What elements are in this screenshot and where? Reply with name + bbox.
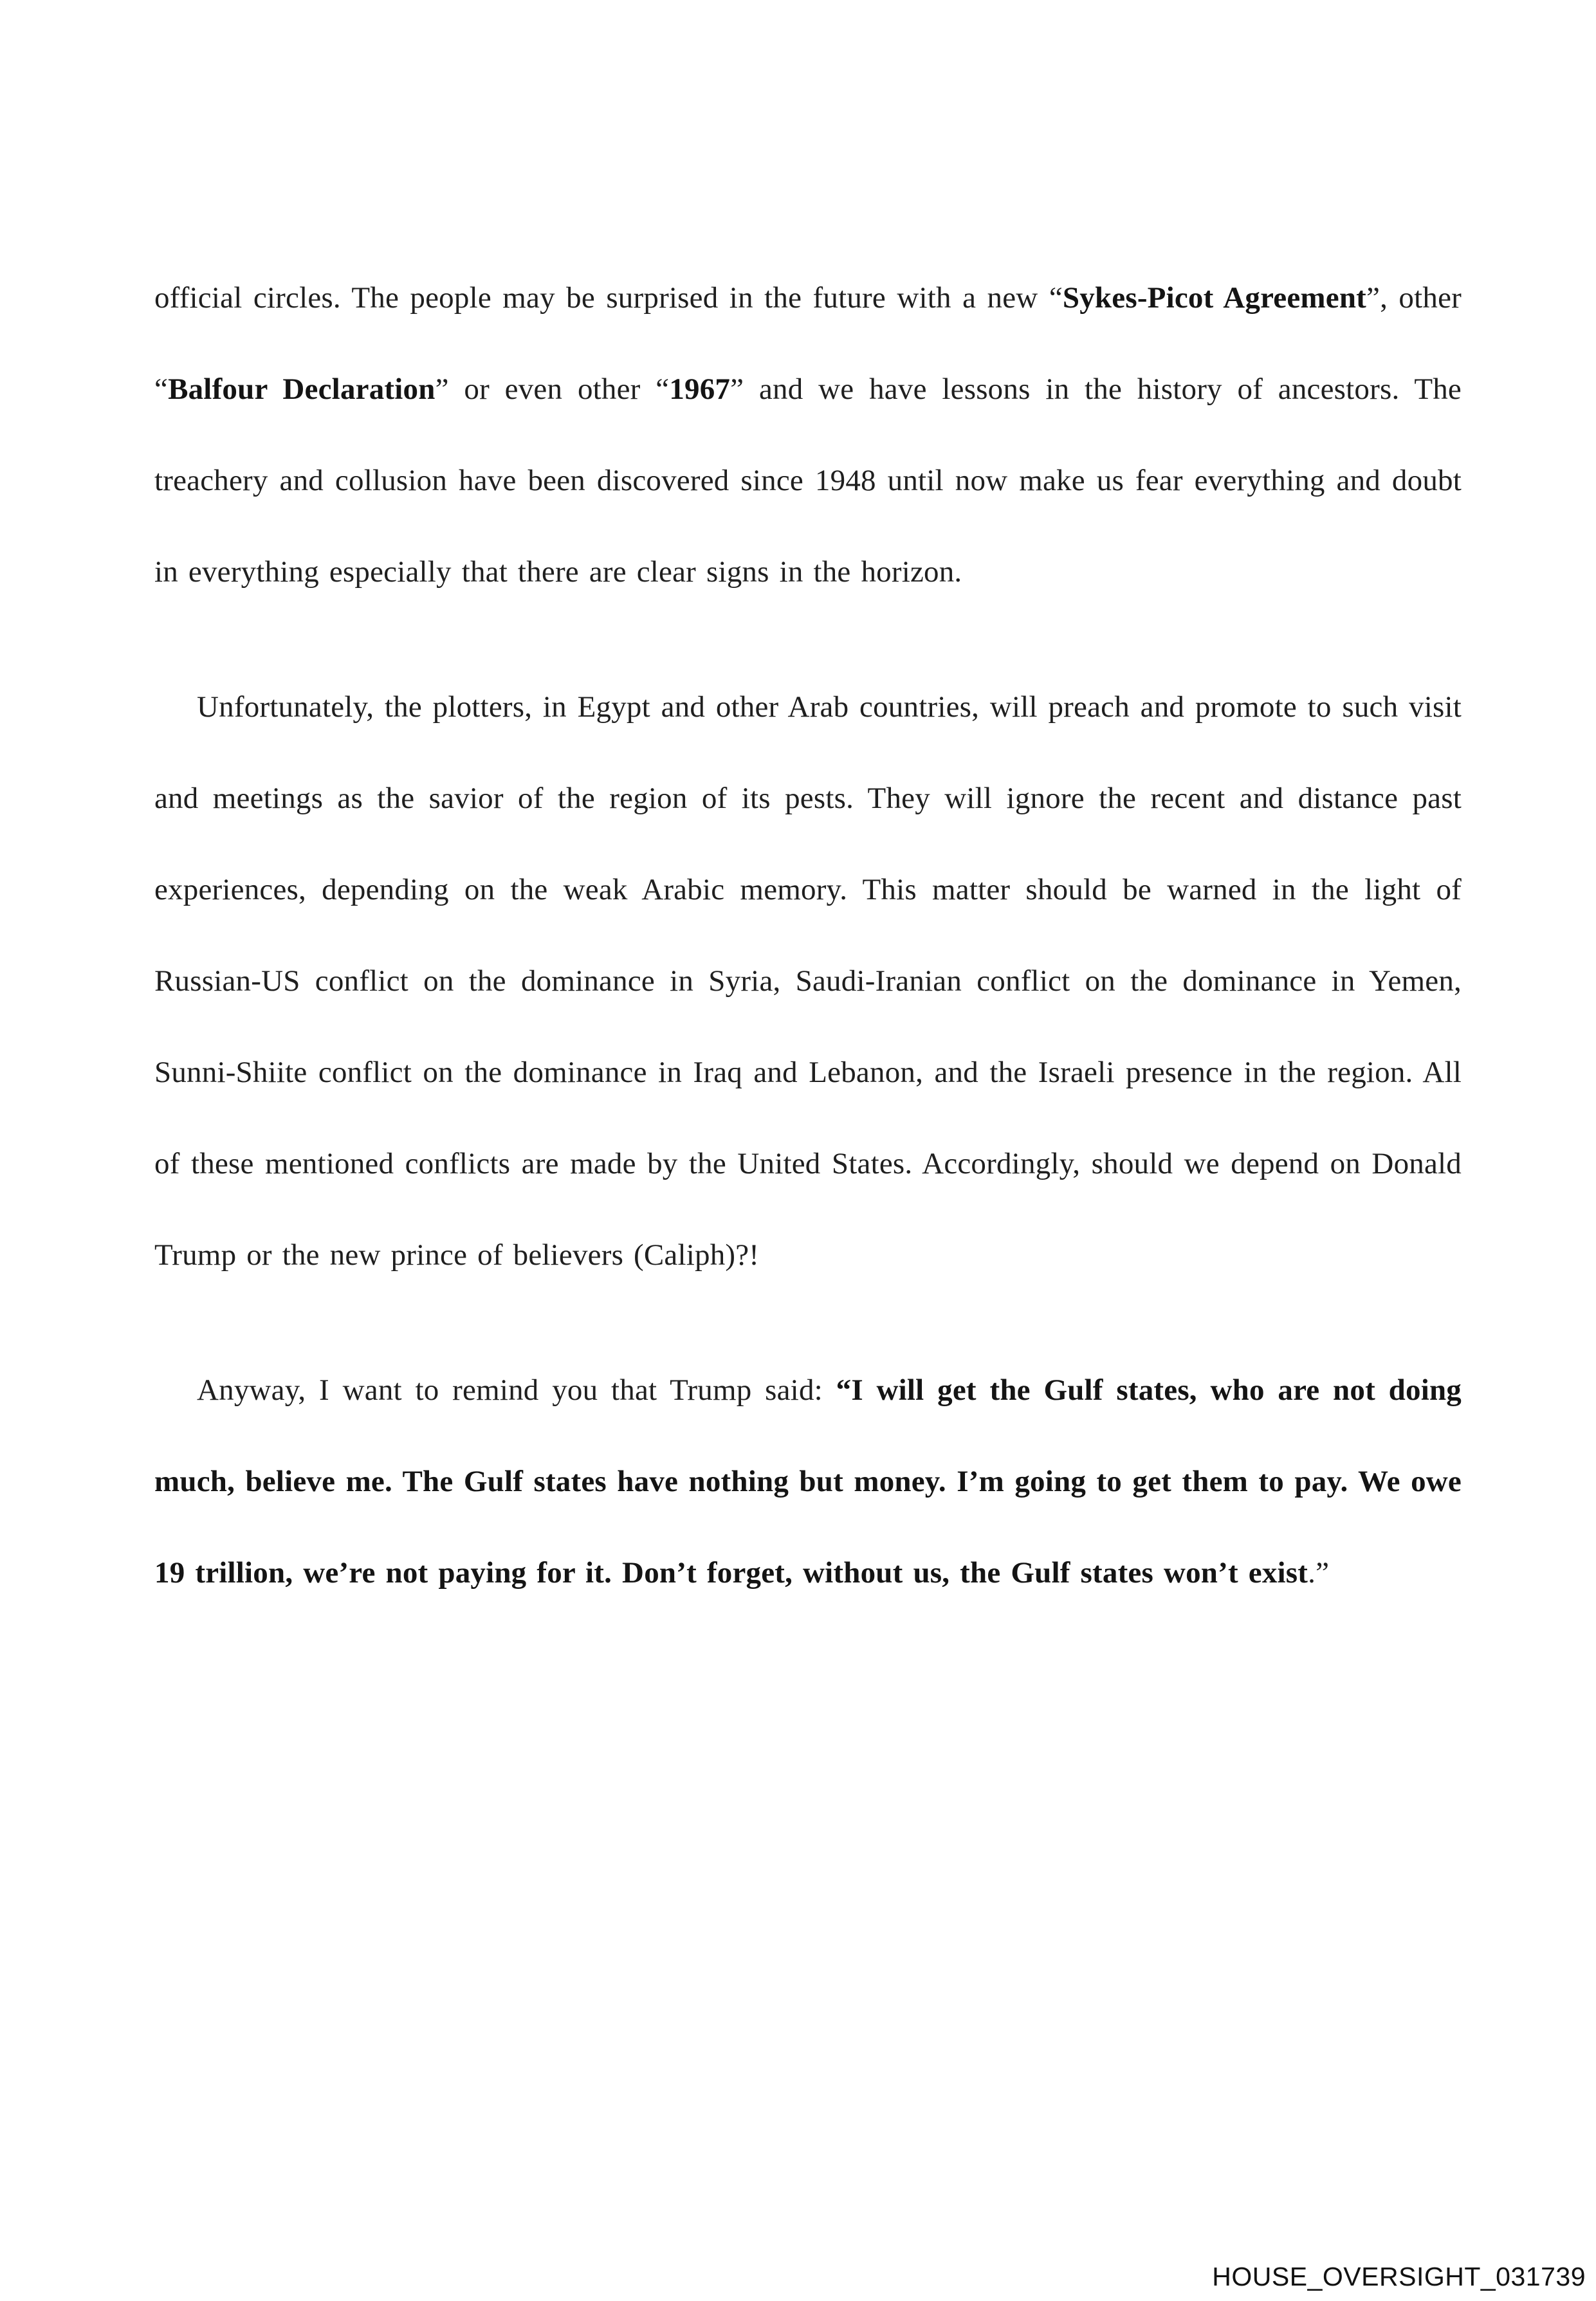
- bates-number: HOUSE_OVERSIGHT_031739: [1212, 2262, 1586, 2291]
- text-run: 1967: [669, 372, 731, 406]
- text-run: ” or even other “: [435, 372, 670, 406]
- text-run: .”: [1308, 1556, 1330, 1590]
- text-run: Anyway, I want to remind you that Trump said:: [197, 1373, 836, 1407]
- text-run: Unfortunately, the plotters, in Egypt and other Arab countries, will preach and promote to such visit and meetings as the savior of the region of its pests. They will ignore the recent and distance past experiences, depending on the weak Arabic memory. This matter should be warned in the light of Russian-US conflict on the dominance in Syria, Saudi-Iranian conflict on the dominance in Yemen, Sunni-Shiite conflict on the dominance in Iraq and Lebanon, and the Israeli presence in the region. All of these mentioned conflicts are made by the United States. Accordingly, should we depend on Donald Trump or the new prince of believers (Caliph)?!: [154, 690, 1462, 1272]
- text-run: ” and we have lessons in the history of ancestors. The treachery and collusion have been discovered since 1948 until now make us fear everything and doubt in everything especially that there are clear signs in the horizon.: [154, 372, 1462, 589]
- text-run: “I will get the Gulf states, who are not doing much, believe me. The Gulf states have nothing but money. I’m going to get them to pay. We owe 19 trillion, we’re not paying for it. Don’t forget, without us, the Gulf states won’t exist: [154, 1373, 1462, 1590]
- text-run: ”, other “: [154, 281, 1462, 406]
- text-run: official circles. The people may be surprised in the future with a new “: [154, 281, 1063, 315]
- document-body: [154, 252, 1462, 1662]
- paragraph: [154, 1344, 1462, 1618]
- paragraph: [154, 661, 1462, 1301]
- paragraph: [154, 252, 1462, 618]
- text-run: Balfour Declaration: [168, 372, 436, 406]
- text-run: Sykes-Picot Agreement: [1062, 281, 1367, 315]
